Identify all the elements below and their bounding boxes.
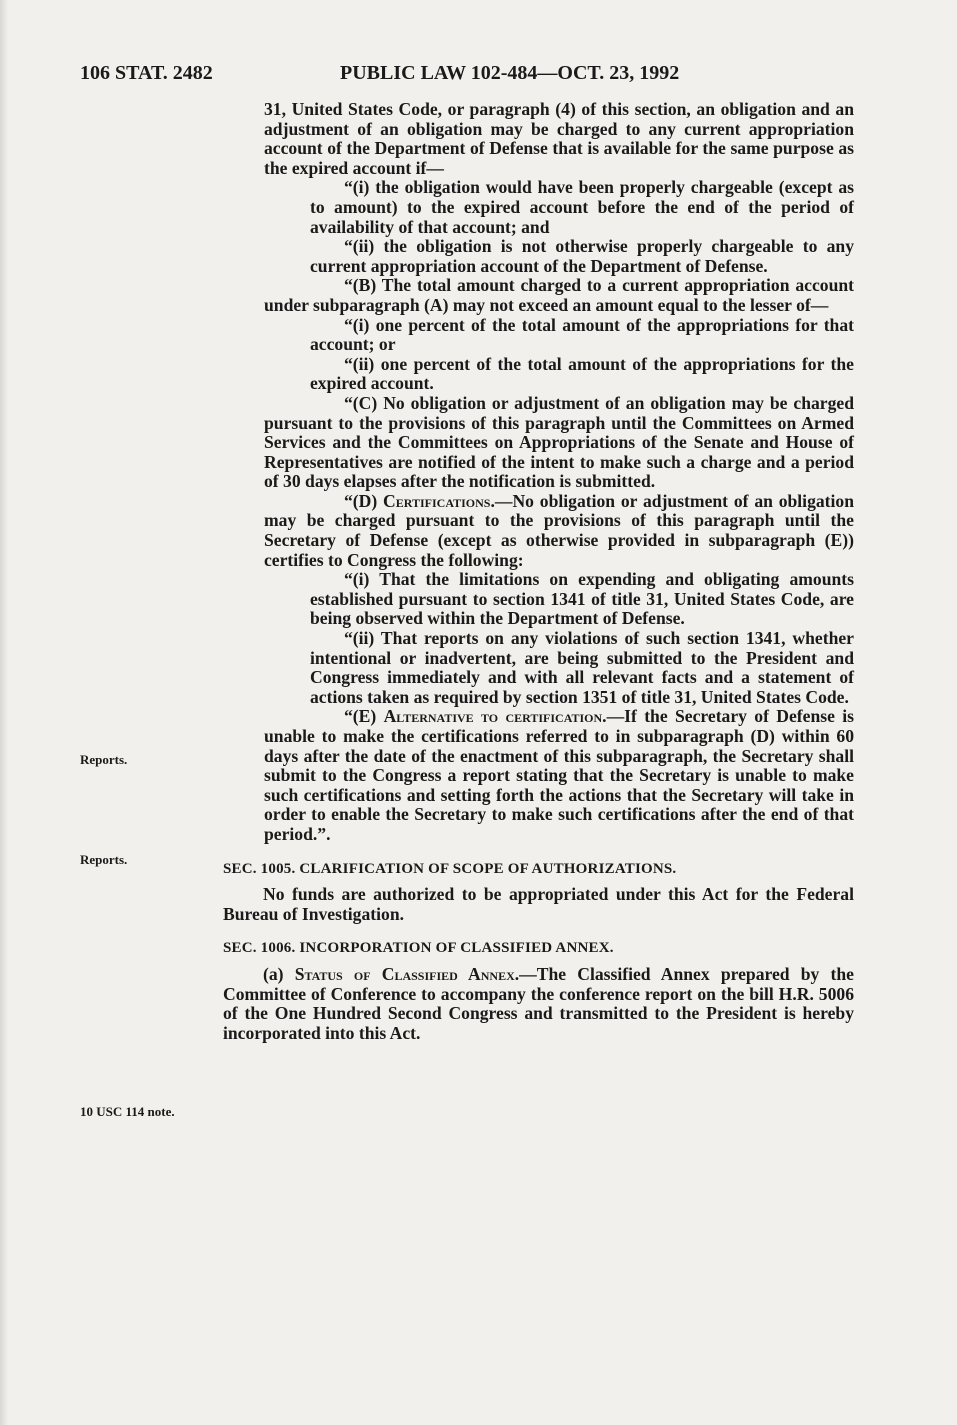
subparagraph-c: “(C) No obligation or adjustment of an obligation may be charged pursuant to the provisions of this paragraph until the Committees on Armed Services and the Committees on Appropriations of the Senate and House of Representatives are notified of the intent to make such a charge and a period of 30 days elapses after the notification is submitted.: [264, 392, 854, 492]
document-body: [223, 99, 854, 1043]
clause-i: “(i) the obligation would have been properly chargeable (except as to amount) to the expired account before the end of the period of availability of that account; and: [310, 177, 854, 237]
clause-ii: “(ii) one percent of the total amount of the appropriations for the expired account.: [310, 353, 854, 394]
page-edge-shadow: [0, 0, 8, 1425]
clause-ii: “(ii) the obligation is not otherwise properly chargeable to any current appropriation account of the Department of Defense.: [310, 236, 854, 276]
law-title: PUBLIC LAW 102-484—OCT. 23, 1992: [340, 62, 680, 84]
margin-note-usc: 10 USC 114 note.: [80, 1104, 175, 1119]
margin-note-reports: Reports.: [80, 852, 128, 867]
paragraph: 31, United States Code, or paragraph (4) of this section, an obligation and an adjustment of an obligation may be charged to any current appropriation account of the Department of Defense that is available for the same purpose as the expired account if—: [264, 99, 854, 178]
clause-i: “(i) That the limitations on expending and obligating amounts established pursuant to section 1341 of title 31, United States Code, are being observed within the Department of Defense.: [310, 569, 854, 629]
section-text-1006: (a) Status of Classified Annex.—The Classified Annex prepared by the Committee of Conference to accompany the conference report on the bill H.R. 5006 of the One Hundred Second Congress and transmitted to the President is hereby incorporated into this Act.: [223, 963, 854, 1043]
margin-note-reports: Reports.: [80, 752, 128, 767]
subparagraph-b: “(B) The total amount charged to a current appropriation account under subparagraph (A) may not exceed an amount equal to the lesser of—: [264, 275, 854, 315]
page-number: 106 STAT. 2482: [80, 62, 213, 84]
section-text-1005: No funds are authorized to be appropriated under this Act for the Federal Bureau of Investigation.: [223, 884, 854, 924]
subparagraph-e: “(E) Alternative to certification.—If the Secretary of Defense is unable to make the certifications referred to in subparagraph (D) within 60 days after the date of the enactment of this subparagraph, the Secretary shall submit to the Congress a report stating that the Secretary is unable to make such certifications and setting forth the actions that the Secretary will take in order to enable the Secretary to make such certifications after the end of that period.”.: [264, 706, 854, 844]
clause-i: “(i) one percent of the total amount of the appropriations for that account; or: [310, 314, 854, 355]
subparagraph-d: “(D) Certifications.—No obligation or adjustment of an obligation may be charged pursuant to the provisions of this paragraph until the Secretary of Defense (except as otherwise provided in subparagraph (E)) certifies to Congress the following:: [264, 490, 854, 570]
clause-ii: “(ii) That reports on any violations of such section 1341, whether intentional or inadvertent, are being submitted to the President and Congress immediately and with all relevant facts and a statement of actions taken as required by section 1351 of title 31, United States Code.: [310, 628, 854, 707]
section-heading-1005: SEC. 1005. CLARIFICATION OF SCOPE OF AUTHORIZATIONS.: [223, 860, 677, 877]
section-heading-1006: SEC. 1006. INCORPORATION OF CLASSIFIED ANNEX.: [223, 940, 614, 957]
page-header: [80, 62, 860, 92]
